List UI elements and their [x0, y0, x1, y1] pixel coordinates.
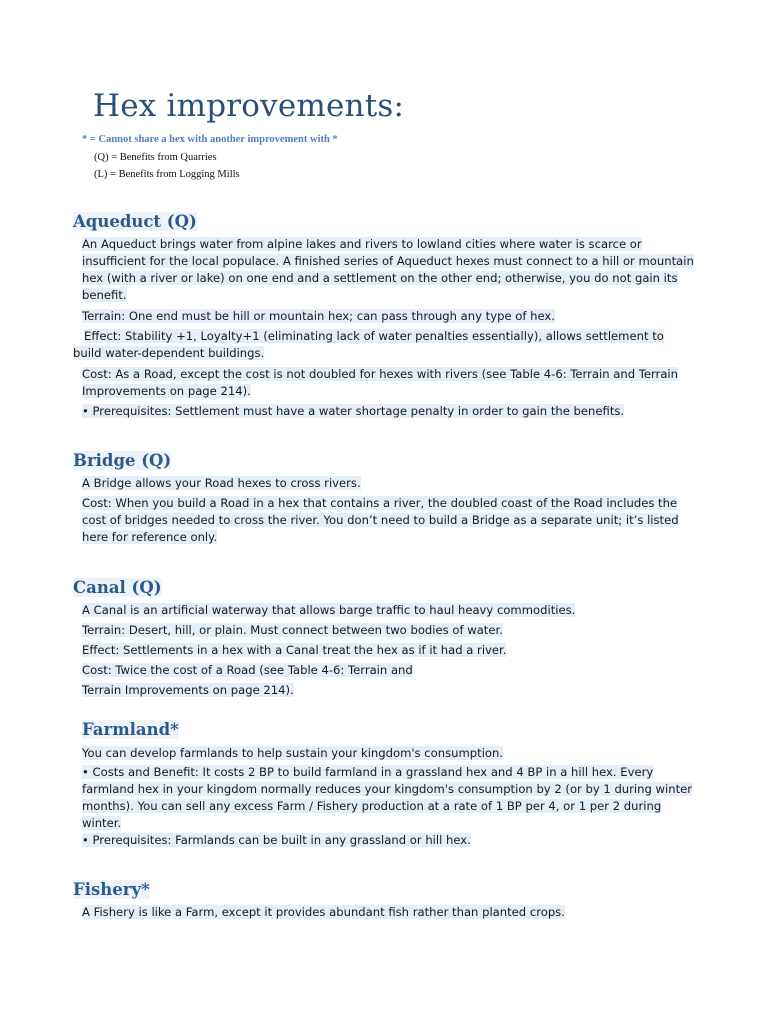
aqueduct-effect [73, 328, 693, 362]
aqueduct-cost [82, 366, 702, 400]
farmland-prerequisites [82, 832, 702, 849]
page-title: Hex improvements: [93, 88, 405, 124]
canal-cost-text-2: Terrain Improvements on page 214). [82, 683, 294, 697]
aqueduct-effect-text: Effect: Stability +1, Loyalty+1 (eliminating lack of water penalties essentially), allows settlement to build water-dependent buildings. [73, 329, 664, 360]
aqueduct-prerequisites [82, 403, 702, 420]
canal-description [82, 602, 702, 619]
note-no-share: * = Cannot share a hex with another improvement with * [82, 134, 338, 145]
canal-cost [82, 662, 702, 679]
aqueduct-description [82, 236, 702, 304]
canal-cost-text-1: Cost: Twice the cost of a Road (see Table 4-6: Terrain and [82, 663, 413, 677]
canal-description-text: A Canal is an artificial waterway that allows barge traffic to haul heavy commodities. [82, 603, 576, 617]
bridge-cost [82, 495, 702, 546]
farmland-prereq-text: • Prerequisites: Farmlands can be built in any grassland or hill hex. [82, 833, 471, 847]
farmland-costs-benefit [82, 764, 702, 832]
note-logging-mills: (L) = Benefits from Logging Mills [94, 169, 240, 180]
note-quarries: (Q) = Benefits from Quarries [94, 152, 217, 163]
aqueduct-terrain-text: Terrain: One end must be hill or mountain hex; can pass through any type of hex. [82, 309, 555, 323]
aqueduct-cost-text: Cost: As a Road, except the cost is not doubled for hexes with rivers (see Table 4-6: Terrain and Terrain Improvements on page 214). [82, 367, 678, 398]
heading-aqueduct: Aqueduct (Q) [73, 212, 197, 231]
canal-cost-continued [82, 682, 702, 699]
farmland-costs-text: • Costs and Benefit: It costs 2 BP to build farmland in a grassland hex and 4 BP in a hill hex. Every farmland hex in your kingdom normally reduces your kingdom's consumption by 2 (or by 1 during winter months). You can sell any excess Farm / Fishery production at a rate of 1 BP per 4, or 1 per 2 during winter. [82, 765, 693, 830]
canal-effect [82, 642, 702, 659]
farmland-description-text: You can develop farmlands to help sustain your kingdom's consumption. [82, 746, 504, 760]
canal-effect-text: Effect: Settlements in a hex with a Canal treat the hex as if it had a river. [82, 643, 507, 657]
canal-terrain [82, 622, 702, 639]
bridge-description [82, 475, 702, 492]
bridge-cost-text: Cost: When you build a Road in a hex that contains a river, the doubled coast of the Road includes the cost of bridges needed to cross the river. You don’t need to build a Bridge as a separate unit; it’s listed here for reference only. [82, 496, 679, 544]
heading-fishery: Fishery* [73, 880, 150, 899]
farmland-description [82, 745, 702, 762]
heading-farmland: Farmland* [82, 720, 179, 739]
canal-terrain-text: Terrain: Desert, hill, or plain. Must connect between two bodies of water. [82, 623, 503, 637]
fishery-description [82, 904, 702, 921]
aqueduct-prereq-text: • Prerequisites: Settlement must have a water shortage penalty in order to gain the benefits. [82, 404, 625, 418]
heading-bridge: Bridge (Q) [73, 451, 172, 470]
bridge-description-text: A Bridge allows your Road hexes to cross rivers. [82, 476, 361, 490]
fishery-description-text: A Fishery is like a Farm, except it provides abundant fish rather than planted crops. [82, 905, 565, 919]
aqueduct-terrain [82, 308, 702, 325]
aqueduct-description-text: An Aqueduct brings water from alpine lakes and rivers to lowland cities where water is scarce or insufficient for the local populace. A finished series of Aqueduct hexes must connect to a hill or mountain hex (with a river or lake) on one end and a settlement on the other end; otherwise, you do not gain its benefit. [82, 237, 694, 302]
heading-canal: Canal (Q) [73, 578, 162, 597]
